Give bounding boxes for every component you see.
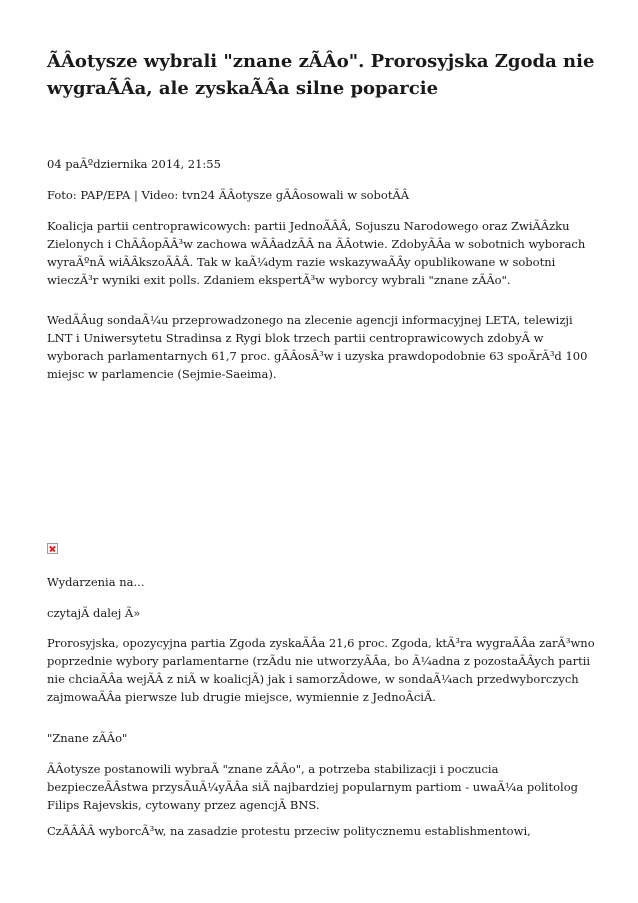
article-title: ÃÂotysze wybrali "znane zÃÂo". Prorosyjska Zgoda nie wygraÃÂa, ale zyskaÃÂa silne poparcie <box>47 51 595 99</box>
article-paragraph-1: Koalicja partii centroprawicowych: partii JednoÃÂÂ, Sojuszu Narodowego oraz ZwiÃÂzku Zielonych i ChÃÂopÃÂ³w zachowa wÃÂadzÃÂ na ÃÂotwie. ZdobyÃÂa w sobotnich wyborach wyraÃºnÃ wiÃÂkszoÃÂÂ. Tak w kaÃ¼dym razie wskazywaÃÂy opublikowane w sobotni wieczÃ³r wyniki exit polls. Zdaniem ekspertÃ³w wyborcy wybrali "znane zÃÂo". <box>47 219 586 287</box>
broken-image-icon <box>47 543 58 554</box>
article-paragraph-2: WedÃÂug sondaÃ¼u przeprowadzonego na zlecenie agencji informacyjnej LETA, telewizji LNT i Uniwersytetu Stradinsa z Rygi blok trzech partii centroprawicowych zdobyÃ w wyborach parlamentarnych 61,7 proc. gÃÂosÃ³w i uzyska prawdopodobnie 63 spoÃrÃ³d 100 miejsc w parlamencie (Sejmie-Saeima). <box>47 313 588 381</box>
article-date: 04 paÃºdziernika 2014, 21:55 <box>47 157 221 171</box>
photo-credits: Foto: PAP/EPA | Video: tvn24 ÃÂotysze gÃÂosowali w sobotÃÂ <box>47 188 410 202</box>
article-paragraph-5: CzÃÂÂÂ wyborcÃ³w, na zasadzie protestu przeciw politycznemu establishmentowi, <box>47 824 531 838</box>
read-more-link[interactable]: czytajÃ dalej Ã» <box>47 606 141 620</box>
article-paragraph-3: Prorosyjska, opozycyjna partia Zgoda zyskaÃÂa 21,6 proc. Zgoda, ktÃ³ra wygraÃÂa zarÃ³wno poprzednie wybory parlamentarne (rzÃdu nie utworzyÃÂa, bo Ã¼adna z pozostaÃÂych partii nie chciaÃÂa wejÃÂ z niÃ w koalicjÃ) jak i samorzÃdowe, w sondaÃ¼ach przedwyborczych zajmowaÃÂa pierwsze lub drugie miejsce, wymiennie z JednoÃciÃ. <box>47 636 595 704</box>
article-paragraph-4: ÃÂotysze postanowili wybraÃ "znane zÃÂo", a potrzeba stabilizacji i poczucia bezpieczeÃÂstwa przysÃuÃ¼yÃÂa siÃ najbardziej popularnym partiom - uwaÃ¼a politolog Filips Rajevskis, cytowany przez agencjÃ BNS. <box>47 762 578 812</box>
section-heading: "Znane zÃÂo" <box>47 731 128 745</box>
image-caption: Wydarzenia na... <box>47 575 145 589</box>
